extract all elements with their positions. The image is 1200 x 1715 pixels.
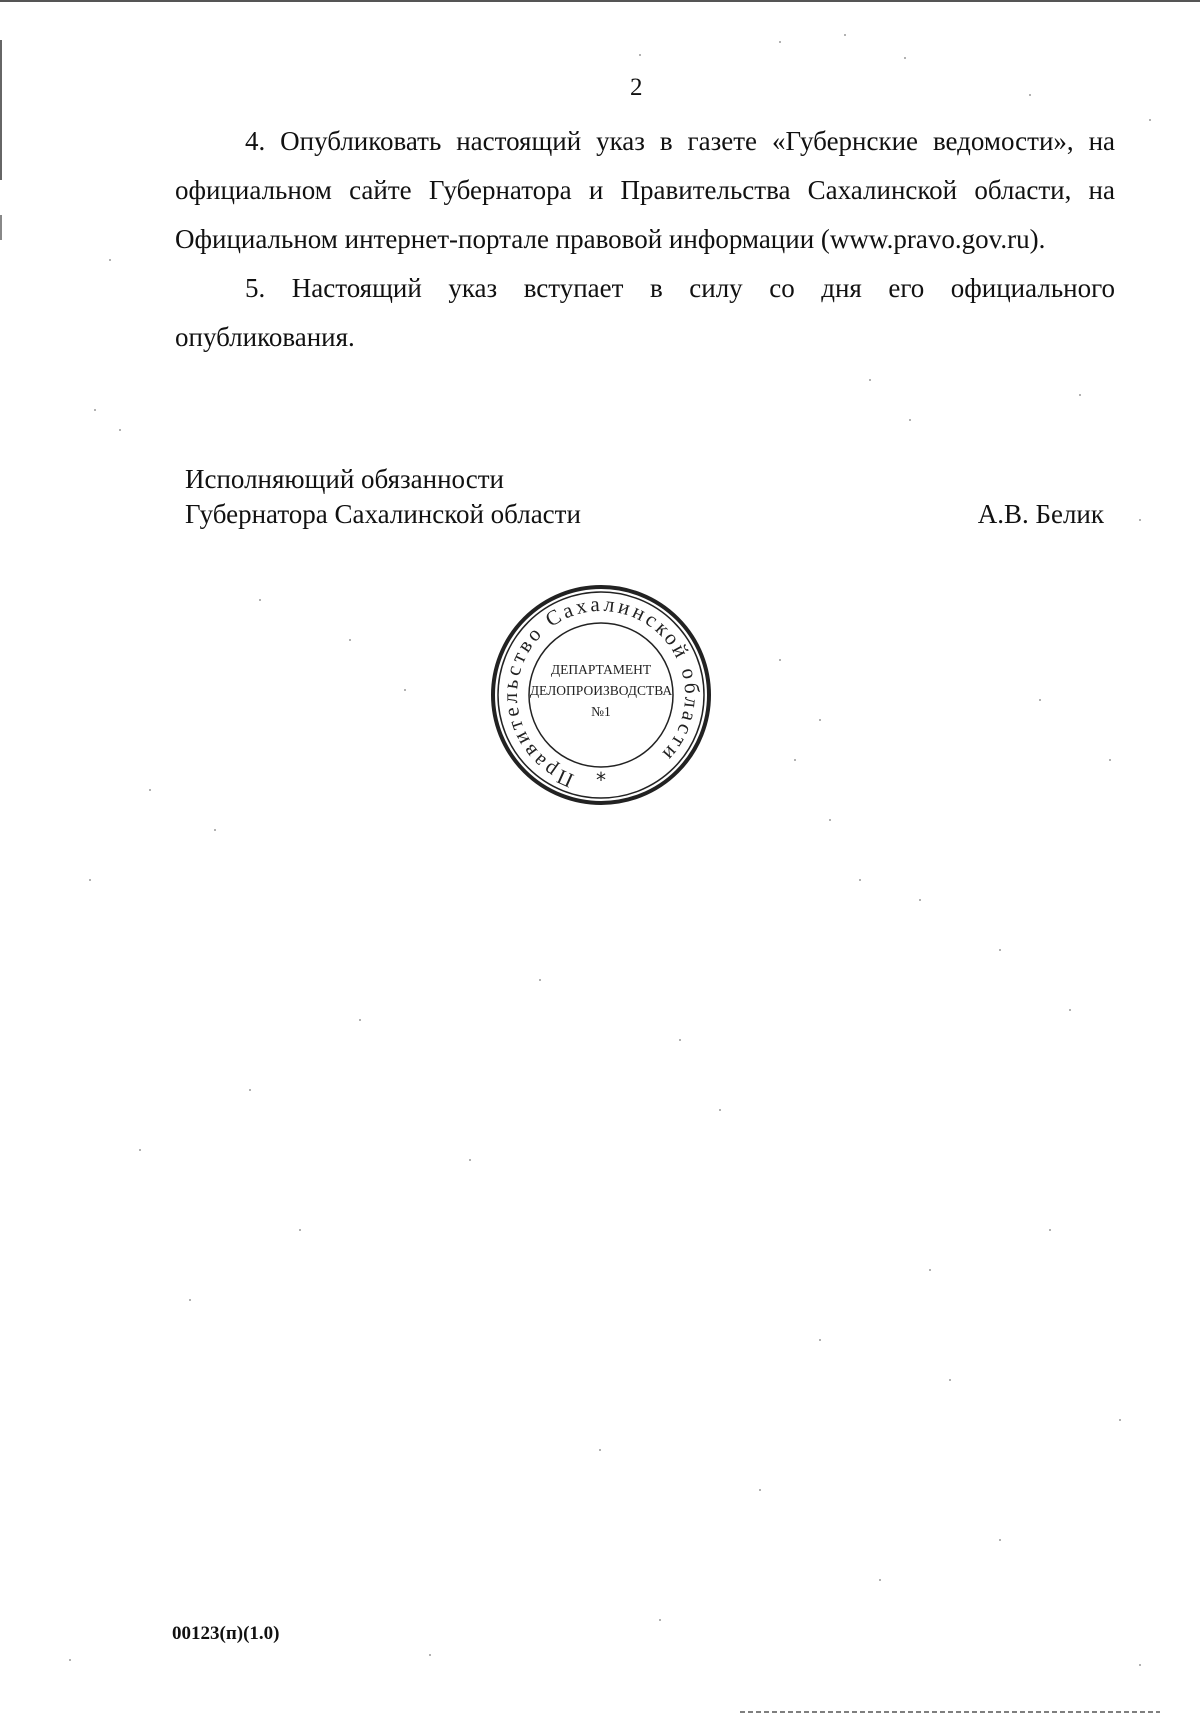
- seal-inner-line-1: ДЕПАРТАМЕНТ: [550, 662, 652, 677]
- official-seal: [488, 585, 714, 805]
- left-scan-edge: [0, 40, 2, 180]
- paragraph-item-4: 4. Опубликовать настоящий указ в газете «Губернские ведомости», на официальном сайте Губернатора и Правительства Сахалинской области, на Официальном интернет-портале правовой информации (www.pravo.gov.ru).: [175, 126, 1115, 254]
- document-code: 00123(п)(1.0): [172, 1623, 280, 1644]
- left-scan-edge-mark: [0, 215, 2, 240]
- top-scan-edge: [0, 0, 1200, 2]
- signatory-name: А.В. Белик: [977, 499, 1104, 529]
- seal-outer-text: Правительство Сахалинской области: [497, 591, 705, 793]
- signatory-position: [185, 462, 581, 532]
- signatory-position-line-1: Исполняющий обязанности: [185, 464, 504, 494]
- seal-inner-line-2: ДЕЛОПРОИЗВОДСТВА: [529, 683, 673, 698]
- paragraph-item-5: 5. Настоящий указ вступает в силу со дня его официального опубликования.: [175, 273, 1115, 352]
- seal-star: *: [596, 768, 606, 792]
- signatory-position-line-2: Губернатора Сахалинской области: [185, 499, 581, 529]
- seal-inner-line-3: №1: [591, 704, 611, 719]
- page-number: 2: [630, 74, 643, 101]
